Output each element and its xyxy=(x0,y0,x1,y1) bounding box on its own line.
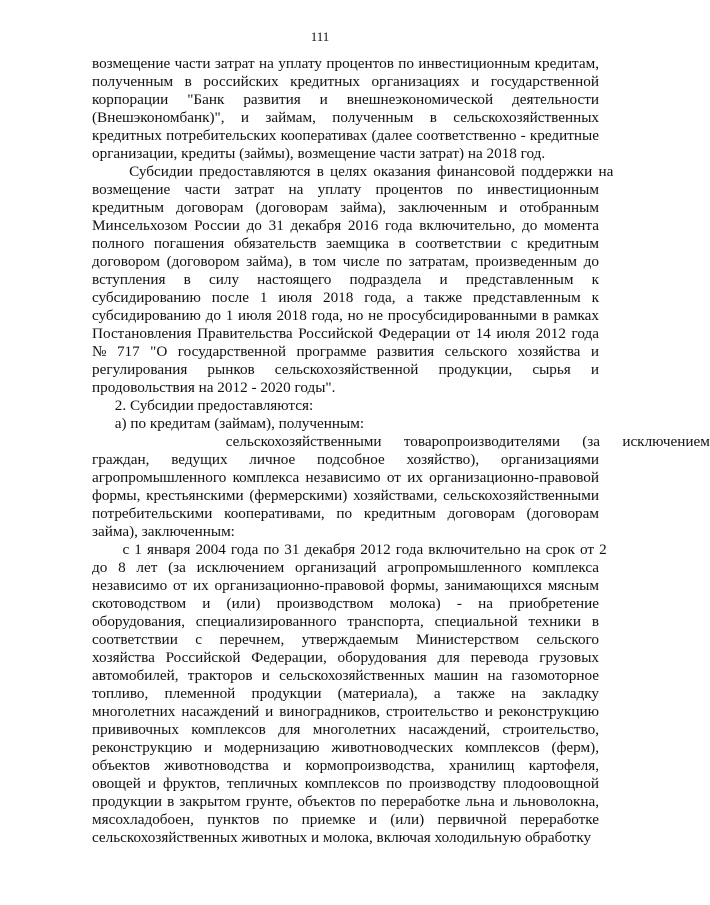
page-number: 111 xyxy=(310,29,330,44)
text-line: сельскохозяйственных животных и молока, включая холодильную обработку xyxy=(92,829,592,846)
text-line: (Внешэкономбанк)", и займам, полученным в сельскохозяйственных xyxy=(92,109,599,126)
text-line: мясохладобоен, пунктов по приемке и (или) первичной переработке xyxy=(92,811,599,828)
text-line: 2. Субсидии предоставляются: xyxy=(92,397,314,414)
text-line: с 1 января 2004 года по 31 декабря 2012 года включительно на срок от 2 xyxy=(92,541,607,558)
paragraph xyxy=(92,541,607,847)
text-line: возмещение части затрат на уплату процентов по инвестиционным кредитам, xyxy=(92,55,599,72)
text-line: Субсидии предоставляются в целях оказания финансовой поддержки на xyxy=(92,163,614,180)
text-line: топливо, племенной продукции (материала), а также на закладку xyxy=(92,685,599,702)
text-line: граждан, ведущих личное подсобное хозяйство), организациями xyxy=(92,451,599,468)
paragraph xyxy=(92,415,599,433)
text-line: прививочных комплексов для многолетних насаждений, строительство, xyxy=(92,721,599,738)
text-line: полученным в российских кредитных организациях и государственной xyxy=(92,73,599,90)
text-line: кредитным договорам (договорам займа), заключенным и отобранным xyxy=(92,199,599,216)
text-line: соответствии с перечнем, утверждаемым Министерством сельского xyxy=(92,631,599,648)
text-line: организации, кредиты (займы), возмещение части затрат) на 2018 год. xyxy=(92,145,546,162)
paragraph xyxy=(92,397,599,415)
paragraph xyxy=(92,163,614,397)
text-line: объектов животноводства и кормопроизводства, хранилищ картофеля, xyxy=(92,757,599,774)
text-line: корпорации "Банк развития и внешнеэкономической деятельности xyxy=(92,91,599,108)
text-line: автомобилей, тракторов и сельскохозяйственных машин на газомоторное xyxy=(92,667,599,684)
text-line: скотоводством и (или) производством молока) - на приобретение xyxy=(92,595,599,612)
text-line: Постановления Правительства Российской Федерации от 14 июля 2012 года xyxy=(92,325,599,342)
text-line: продукции в закрытом грунте, объектов по переработке льна и льноволокна, xyxy=(92,793,599,810)
text-line: субсидированию после 1 июля 2018 года, а также представленным к xyxy=(92,289,599,306)
text-line: хозяйства Российской Федерации, оборудования для перевода грузовых xyxy=(92,649,599,666)
text-line: вступления в силу настоящего подраздела и представленным к xyxy=(92,271,599,288)
text-line: регулирования рынков сельскохозяйственной продукции, сырья и xyxy=(92,361,599,378)
text-line: овощей и фруктов, тепличных комплексов по производству плодоовощной xyxy=(92,775,599,792)
text-line: займа), заключенным: xyxy=(92,523,235,540)
text-line: а) по кредитам (займам), полученным: xyxy=(92,415,365,432)
text-line: независимо от их организационно-правовой формы, занимающихся мясным xyxy=(92,577,599,594)
text-line: возмещение части затрат на уплату процентов по инвестиционным xyxy=(92,181,599,198)
document-body xyxy=(92,55,710,847)
text-line: формы, крестьянскими (фермерскими) хозяйствами, сельскохозяйственными xyxy=(92,487,599,504)
text-line: многолетних насаждений и виноградников, строительство и реконструкцию xyxy=(92,703,599,720)
text-line: полного погашения обязательств заемщика в соответствии с кредитным xyxy=(92,235,599,252)
text-line: агропромышленного комплекса независимо от их организационно-правовой xyxy=(92,469,599,486)
paragraph xyxy=(92,55,599,163)
text-line: субсидированию до 1 июля 2018 года, но не просубсидированными в рамках xyxy=(92,307,599,324)
text-line: Минсельхозом России до 31 декабря 2016 года включительно, до момента xyxy=(92,217,599,234)
text-line: кредитных потребительских кооперативах (далее соответственно - кредитные xyxy=(92,127,599,144)
text-line: реконструкцию и модернизацию животноводческих комплексов (ферм), xyxy=(92,739,599,756)
text-line: продовольствия на 2012 - 2020 годы". xyxy=(92,379,336,396)
text-line: сельскохозяйственными товаропроизводителями (за исключением xyxy=(92,433,710,450)
text-line: потребительскими кооперативами, по кредитным договорам (договорам xyxy=(92,505,599,522)
text-line: оборудования, специализированного транспорта, специальной техники в xyxy=(92,613,599,630)
text-line: договором (договором займа), в том числе по затратам, произведенным до xyxy=(92,253,599,270)
text-line: до 8 лет (за исключением организаций агропромышленного комплекса xyxy=(92,559,599,576)
text-line: № 717 "О государственной программе развития сельского хозяйства и xyxy=(92,343,599,360)
paragraph xyxy=(92,433,710,541)
